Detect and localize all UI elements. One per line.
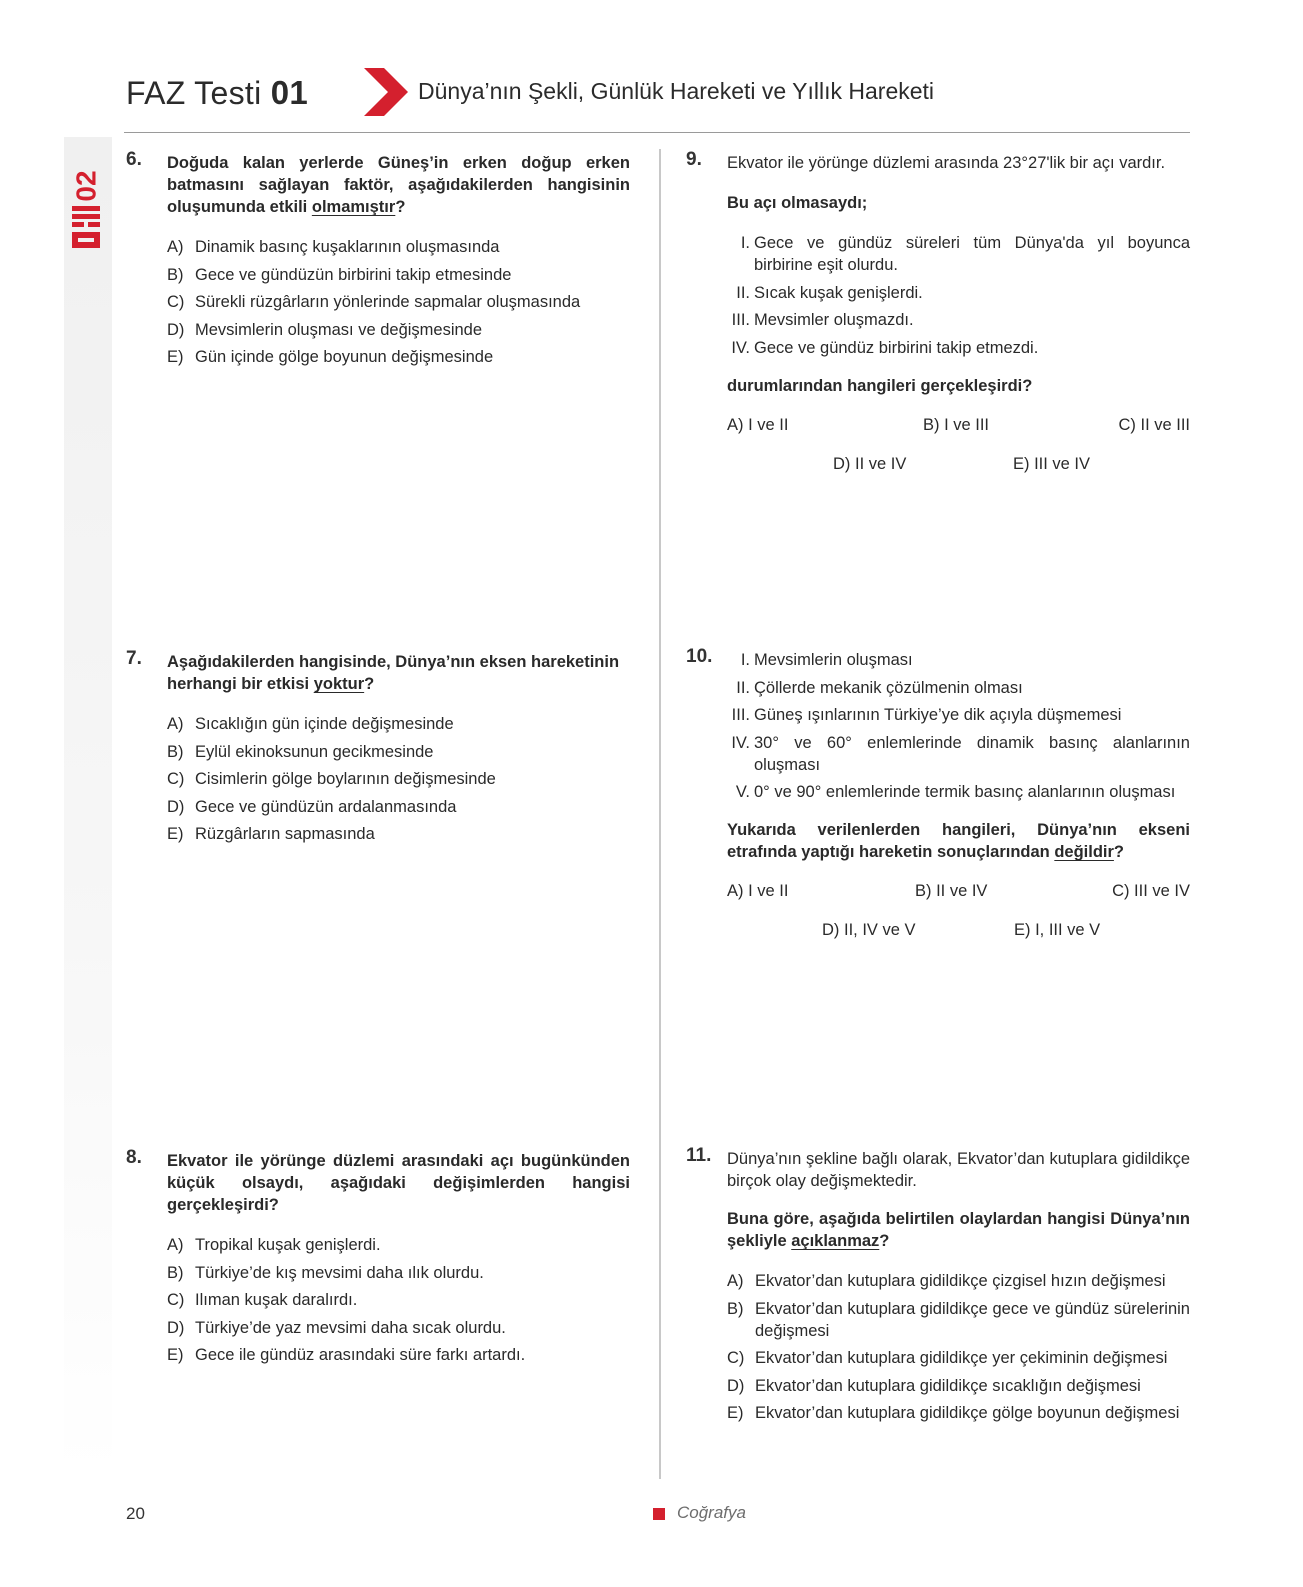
- question-number: 10.: [686, 646, 713, 667]
- option-a[interactable]: A) I ve II: [727, 882, 789, 900]
- option-e[interactable]: E) I, III ve V: [1014, 921, 1101, 939]
- option-e[interactable]: E) Rüzgârların sapmasında: [167, 825, 375, 843]
- option-e[interactable]: E) Gün içinde gölge boyunun değişmesinde: [167, 348, 494, 366]
- option-c[interactable]: C) Ekvator’dan kutuplara gidildikçe yer çekiminin değişmesi: [727, 1349, 1168, 1367]
- answers-row-1: [727, 880, 1190, 902]
- question-8: [126, 1147, 630, 1372]
- question-stem: Aşağıdakilerden hangisinde, Dünya’nın eksen hareketinin herhangi bir etkisi yoktur?: [167, 653, 620, 693]
- option-a[interactable]: A) Ekvator’dan kutuplara gidildikçe çizgisel hızın değişmesi: [727, 1272, 1166, 1290]
- option-d[interactable]: D) II ve IV: [833, 454, 907, 473]
- option-b[interactable]: B) I ve III: [923, 415, 990, 434]
- option-a[interactable]: A) Tropikal kuşak genişlerdi.: [167, 1236, 381, 1254]
- option-c[interactable]: C) III ve IV: [1112, 882, 1190, 900]
- question-prompt: Yukarıda verilenlerden hangileri, Dünya’nın ekseni etrafında yaptığı hareketin sonuçlarından değildir?: [727, 821, 1190, 861]
- question-lead: Bu açı olmasaydı;: [727, 194, 868, 212]
- faz-02-logo: [68, 150, 108, 260]
- question-number: 6.: [126, 149, 142, 170]
- option-b[interactable]: B) Gece ve gündüzün birbirini takip etmesinde: [167, 265, 512, 284]
- statement-iv: IV. 30° ve 60° enlemlerinde dinamik basınç alanlarının oluşması: [731, 733, 1190, 774]
- question-10: [686, 646, 1190, 941]
- option-b[interactable]: B) Eylül ekinoksunun gecikmesinde: [167, 742, 434, 761]
- question-intro: Ekvator ile yörünge düzlemi arasında 23°27'lik bir açı vardır.: [727, 154, 1166, 172]
- option-d[interactable]: D) Mevsimlerin oluşması ve değişmesinde: [167, 320, 483, 339]
- option-d[interactable]: D) II, IV ve V: [822, 921, 916, 939]
- question-6: [126, 149, 630, 374]
- answers-row-2: [727, 919, 1190, 941]
- question-7: [126, 648, 630, 851]
- option-e[interactable]: E) Ekvator’dan kutuplara gidildikçe gölge boyunun değişmesi: [727, 1404, 1180, 1422]
- statement-iii: III. Mevsimler oluşmazdı.: [731, 311, 914, 329]
- statement-iii: III. Güneş ışınlarının Türkiye’ye dik açıyla düşmemesi: [731, 706, 1122, 724]
- page-number: 20: [126, 1504, 145, 1523]
- options-list: [727, 1270, 1190, 1424]
- option-d[interactable]: D) Ekvator’dan kutuplara gidildikçe sıcaklığın değişmesi: [727, 1376, 1141, 1395]
- statement-ii: II. Sıcak kuşak genişlerdi.: [736, 283, 923, 302]
- option-b[interactable]: B) Ekvator’dan kutuplara gidildikçe gece ve gündüz sürelerinin değişmesi: [727, 1299, 1190, 1340]
- chevron-right-icon: [364, 68, 408, 116]
- question-intro: Dünya’nın şekline bağlı olarak, Ekvator’dan kutuplara gidildikçe birçok olay değişmektedir.: [727, 1150, 1190, 1190]
- statement-iv: IV. Gece ve gündüz birbirini takip etmezdi.: [731, 338, 1039, 357]
- question-stem: Doğuda kalan yerlerde Güneş’in erken doğup erken batmasını sağlayan faktör, aşağıdakilerden hangisinin oluşumunda etkili olmamıştır?: [167, 154, 630, 216]
- test-title: FAZ Testi 01: [126, 74, 308, 111]
- options-list: [167, 713, 630, 845]
- svg-text:02: 02: [70, 170, 102, 202]
- option-a[interactable]: A) Dinamik basınç kuşaklarının oluşmasında: [167, 238, 500, 256]
- question-number: 9.: [686, 149, 702, 170]
- option-d[interactable]: D) Türkiye’de yaz mevsimi daha sıcak olurdu.: [167, 1318, 506, 1337]
- question-prompt: Buna göre, aşağıda belirtilen olaylardan hangisi Dünya’nın şekliyle açıklanmaz?: [727, 1210, 1190, 1250]
- statement-i: I. Mevsimlerin oluşması: [740, 651, 913, 669]
- options-list: [167, 236, 630, 368]
- question-9: [686, 149, 1190, 475]
- option-a[interactable]: A) I ve II: [727, 415, 789, 434]
- page-subtitle: Dünya’nın Şekli, Günlük Hareketi ve Yıllık Hareketi: [418, 78, 935, 104]
- option-e[interactable]: E) Gece ile gündüz arasındaki süre farkı artardı.: [167, 1346, 526, 1364]
- subject-label: Coğrafya: [677, 1503, 746, 1522]
- options-list: [167, 1234, 630, 1366]
- option-a[interactable]: A) Sıcaklığın gün içinde değişmesinde: [167, 715, 454, 733]
- option-b[interactable]: B) Türkiye’de kış mevsimi daha ılık olurdu.: [167, 1263, 484, 1282]
- square-bullet-icon: [653, 1508, 665, 1520]
- question-stem: Ekvator ile yörünge düzlemi arasındaki açı bugünkünden küçük olsaydı, aşağıdaki değişimlerden hangisi gerçekleşirdi?: [167, 1152, 630, 1214]
- answers-row-1: [727, 414, 1190, 436]
- option-c[interactable]: C) Ilıman kuşak daralırdı.: [167, 1291, 358, 1309]
- option-c[interactable]: C) II ve III: [1118, 415, 1190, 434]
- column-divider: [659, 149, 661, 1479]
- statement-list: [704, 649, 1190, 803]
- question-number: 8.: [126, 1147, 142, 1168]
- test-number: 01: [270, 74, 308, 111]
- question-number: 7.: [126, 648, 142, 669]
- option-e[interactable]: E) III ve IV: [1013, 454, 1091, 473]
- option-d[interactable]: D) Gece ve gündüzün ardalanmasında: [167, 797, 457, 816]
- question-number: 11.: [686, 1145, 712, 1166]
- header-divider: [124, 132, 1190, 133]
- question-11: [686, 1145, 1190, 1430]
- statement-ii: II. Çöllerde mekanik çözülmenin olması: [736, 678, 1023, 697]
- option-b[interactable]: B) II ve IV: [915, 882, 988, 900]
- side-strip: [64, 137, 112, 1477]
- answers-row-2: [727, 453, 1190, 475]
- statement-v: V. 0° ve 90° enlemlerinde termik basınç alanlarının oluşması: [735, 783, 1176, 801]
- option-c[interactable]: C) Sürekli rüzgârların yönlerinde sapmalar oluşmasında: [167, 293, 581, 311]
- question-prompt: durumlarından hangileri gerçekleşirdi?: [727, 376, 1033, 395]
- option-c[interactable]: C) Cisimlerin gölge boylarının değişmesinde: [167, 770, 496, 788]
- statement-i: I. Gece ve gündüz süreleri tüm Dünya'da yıl boyunca birbirine eşit olurdu.: [740, 234, 1190, 274]
- statement-list: [704, 232, 1190, 359]
